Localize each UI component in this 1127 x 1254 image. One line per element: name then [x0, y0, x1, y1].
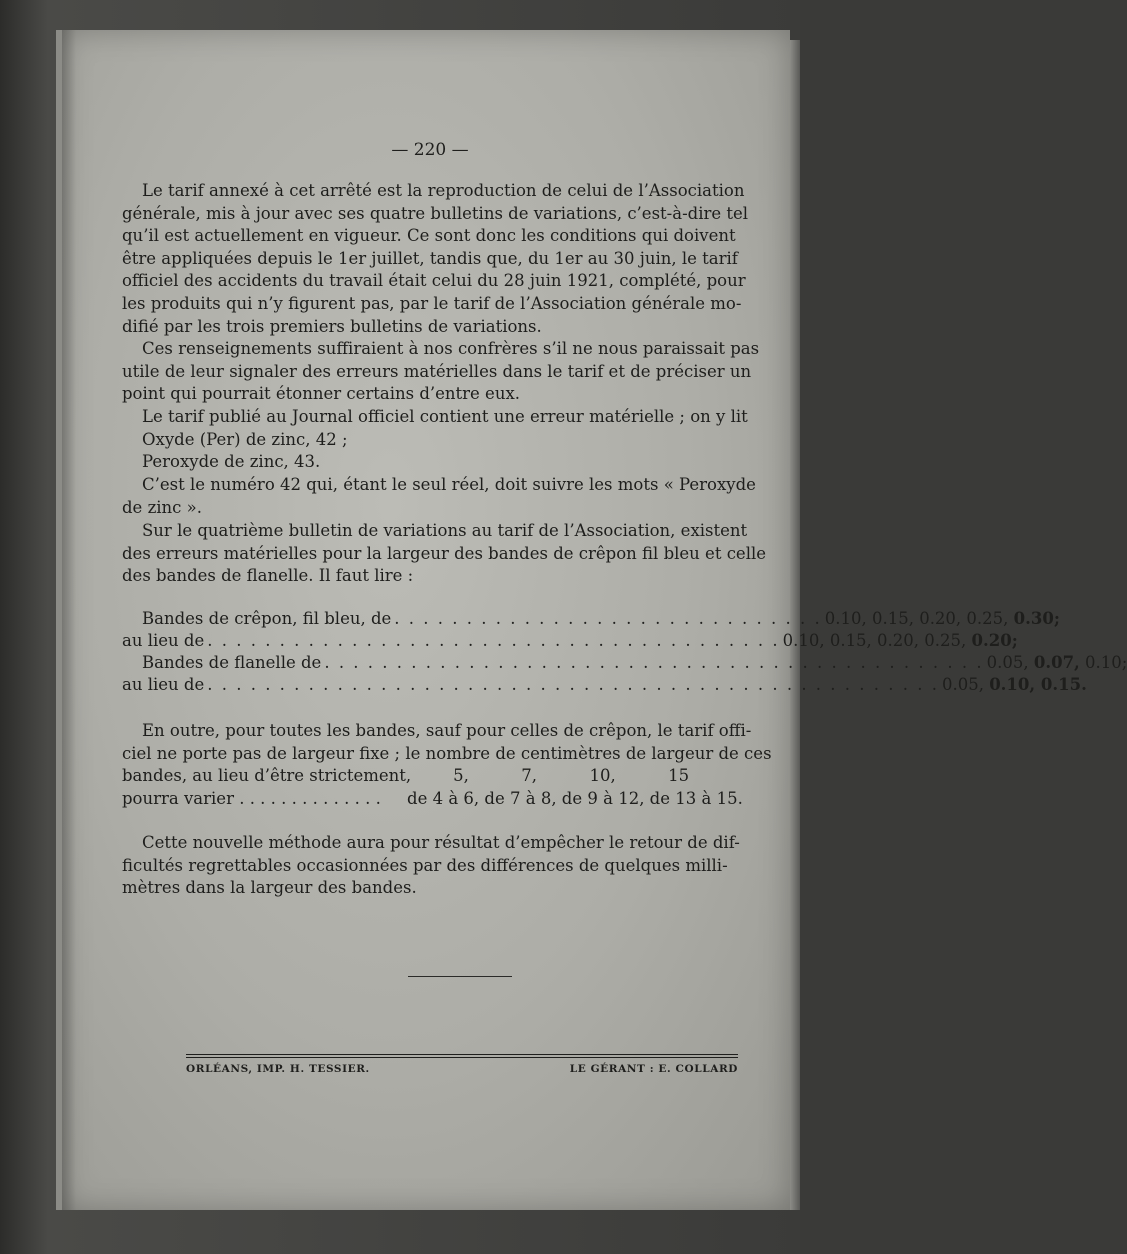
footer-rule-bottom: [186, 1057, 738, 1058]
text-line: Le tarif publié au Journal officiel contient une erreur matérielle ; on y lit: [142, 407, 748, 426]
row-label: au lieu de: [122, 631, 205, 650]
row-label: au lieu de: [122, 675, 205, 694]
text-line: mètres dans la largeur des bandes.: [122, 878, 417, 898]
text-line: de zinc ».: [122, 497, 202, 517]
text-line: des erreurs matérielles pour la largeur des bandes de crêpon fil bleu et celle: [122, 543, 767, 563]
printer-imprint: ORLÉANS, IMP. H. TESSIER.: [186, 1063, 370, 1075]
text-line: Peroxyde de zinc, 43.: [142, 452, 321, 472]
table-row: [122, 608, 1060, 630]
text-line: Ces renseignements suffiraient à nos confrères s’il ne nous paraissait pas: [142, 339, 760, 358]
row-label: Bandes de crêpon, fil bleu, de: [142, 609, 392, 628]
text-line: officiel des accidents du travail était celui du 28 juin 1921, complété, pour: [122, 271, 746, 291]
text-line: difié par les trois premiers bulletins de variations.: [122, 316, 542, 336]
text-line: les produits qui n’y figurent pas, par le tarif de l’Association générale mo-: [122, 293, 742, 313]
text-line: Cette nouvelle méthode aura pour résultat d’empêcher le retour de dif-: [142, 833, 740, 852]
text-line: ciel ne porte pas de largeur fixe ; le nombre de centimètres de largeur de ces: [122, 743, 772, 763]
paragraph-quatrieme-bulletin: [122, 520, 767, 588]
value-normal: 0.05,: [941, 675, 984, 694]
leader-dots: . . . . . . . . . . . . . . . . . . . . . . . . . . . . . . . . . . . . . . . . . . . . . . . . . . .: [207, 675, 939, 694]
row-values: [942, 674, 1087, 697]
paragraph-en-outre: [122, 720, 772, 810]
text-line: C’est le numéro 42 qui, étant le seul réel, doit suivre les mots « Peroxyde: [142, 475, 756, 494]
value-normal: 0.10;: [1085, 653, 1127, 672]
leader-dots: . . . . . . . . . . . . . . . . . . . . . . . . . . . . . . . . . . . . . . . .: [207, 631, 780, 650]
table-row: [122, 630, 1018, 652]
text-line: générale, mis à jour avec ses quatre bulletins de variations, c’est-à-dire tel: [122, 203, 749, 223]
value-normal: 0.05,: [986, 653, 1029, 672]
leader-dots: . . . . . . . . . . . . . . . . . . . . . . . . . . . . . .: [394, 609, 822, 628]
text-line: En outre, pour toutes les bandes, sauf pour celles de crêpon, le tarif offi-: [142, 721, 752, 740]
row-values: [987, 652, 1127, 675]
manager-signature: LE GÉRANT : E. COLLARD: [569, 1063, 738, 1075]
value-bold: 0.10, 0.15.: [989, 675, 1087, 694]
text-line: être appliquées depuis le 1er juillet, tandis que, du 1er au 30 juin, le tarif: [122, 248, 738, 268]
row-values: [825, 608, 1060, 631]
text-line: des bandes de flanelle. Il faut lire :: [122, 566, 414, 586]
text-line: qu’il est actuellement en vigueur. Ce sont donc les conditions qui doivent: [122, 226, 736, 246]
paragraph-journal-officiel: [122, 406, 748, 474]
text-line: point qui pourrait étonner certains d’entre eux.: [122, 384, 520, 404]
row-values: [783, 630, 1018, 653]
text-line: Le tarif annexé à cet arrêté est la reproduction de celui de l’Association: [142, 181, 745, 200]
table-row: [122, 674, 1087, 696]
text-line: Sur le quatrième bulletin de variations au tarif de l’Association, existent: [142, 521, 748, 540]
value-bold: 0.20;: [971, 631, 1018, 650]
footer-rule-top: [186, 1054, 738, 1055]
paragraph-renseignements: [122, 338, 760, 406]
value-normal: 0.10, 0.15, 0.20, 0.25,: [824, 609, 1009, 628]
paragraph-nouvelle-methode: [122, 832, 738, 900]
value-normal: 0.10, 0.15, 0.20, 0.25,: [782, 631, 967, 650]
value-bold: 0.30;: [1013, 609, 1060, 628]
footer: [186, 1063, 738, 1075]
row-label: Bandes de flanelle de: [142, 653, 322, 672]
page-fold-shadow: [62, 30, 76, 1210]
text-line: Oxyde (Per) de zinc, 42 ;: [142, 429, 348, 449]
section-divider: [408, 976, 512, 977]
text-line: utile de leur signaler des erreurs matérielles dans le tarif et de préciser un: [122, 361, 752, 381]
table-row: [122, 652, 1127, 674]
leader-dots: . . . . . . . . . . . . . . . . . . . . . . . . . . . . . . . . . . . . . . . . . . . . . .: [324, 653, 984, 672]
text-line: pourra varier . . . . . . . . . . . . . . de 4 à 6, de 7 à 8, de 9 à 12, de 13 à 15.: [122, 788, 743, 808]
paragraph-tarif-annexe: [122, 180, 749, 338]
text-line: bandes, au lieu d’être strictement, 5, 7, 10, 15: [122, 766, 690, 786]
page-number: — 220 —: [391, 140, 469, 160]
text-line: ficultés regrettables occasionnées par des différences de quelques milli-: [122, 855, 728, 875]
paragraph-numero-42: [122, 474, 756, 519]
value-bold: 0.07,: [1033, 653, 1080, 672]
